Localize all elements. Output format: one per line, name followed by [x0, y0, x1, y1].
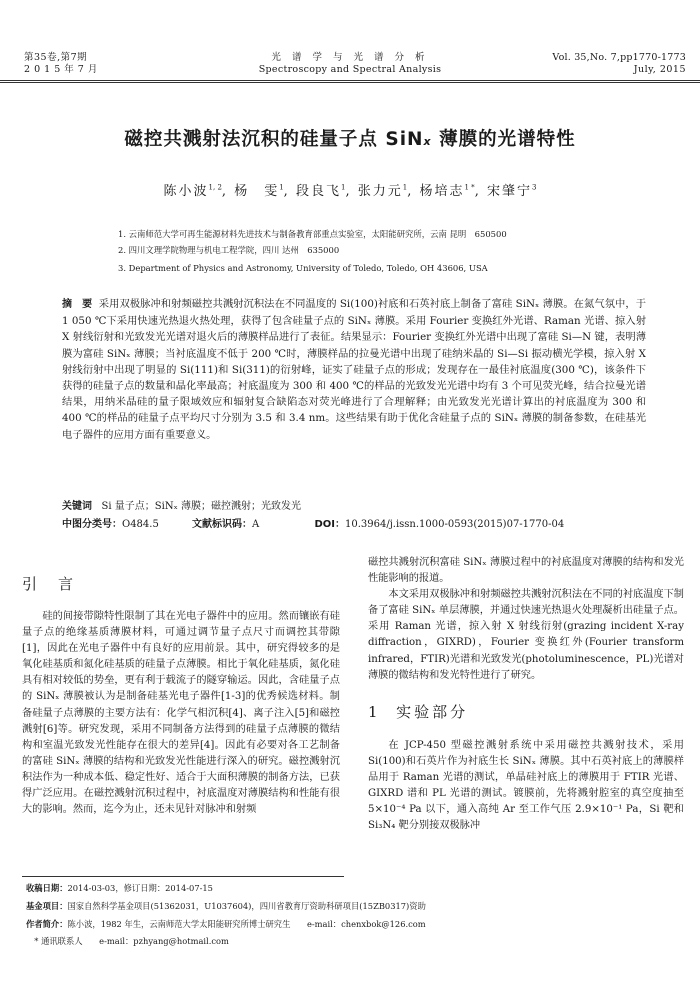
publication-date-cn: 2 0 1 5 年 7 月	[24, 64, 98, 75]
author	[296, 184, 352, 199]
keywords	[62, 499, 301, 515]
intro-heading: 引 言	[22, 575, 77, 593]
author-separator: ,	[345, 184, 352, 199]
author	[358, 184, 414, 199]
intro-column	[22, 609, 340, 818]
footnote-funding	[26, 899, 426, 914]
section-1-heading	[368, 704, 684, 720]
affiliation-3: 3. Department of Physics and Astronomy, University of Toledo, Toledo, OH 43606, USA	[118, 263, 488, 273]
clc-label: 中图分类号：	[62, 519, 122, 530]
right-column	[368, 555, 684, 834]
abstract-label: 摘 要	[62, 299, 93, 310]
author	[164, 184, 229, 199]
volume-pages: Vol. 35,No. 7,pp1770-1773	[552, 52, 686, 63]
experiment-paragraph: 在 JCP-450 型磁控溅射系统中采用磁控共溅射技术，采用 Si(100)和石英片作为衬底生长 SiNₓ 薄膜。其中石英衬底上的薄膜样品用于 Raman 光谱的测试，单晶硅衬底上的薄膜用于 FTIR 光谱、GIXRD 谱和 PL 光谱的测试。镀膜前，先将溅射腔室的真空度抽至 5×10⁻⁴ Pa 以下，通入高纯 Ar 至工作气压 2.9×10⁻¹ Pa，Si 靶和 Si₃N₄ 靶分别接双极脉冲	[368, 739, 684, 832]
header-rule-top	[0, 80, 700, 81]
header-right	[552, 52, 686, 76]
doi-label: DOI：	[314, 519, 345, 530]
author-separator: ,	[283, 184, 290, 199]
author-affil-mark: 1	[279, 183, 284, 192]
keywords-text: Si 量子点；SiNₓ 薄膜；磁控溅射；光致发光	[101, 501, 301, 512]
footnote-text: 2014-03-03，修订日期：2014-07-15	[67, 883, 213, 893]
author-name: 陈小波	[163, 184, 209, 199]
author	[234, 184, 290, 199]
classification-line	[62, 517, 564, 533]
intro-paragraph: 硅的间接带隙特性限制了其在光电子器件中的应用。然而镶嵌有硅量子点的绝缘基质薄膜材料，可通过调节量子点尺寸而调控其带隙[1]，因此在光电子器件中有良好的应用前景。其中，研究得较多的是氧化硅基质和氮化硅基质的硅量子点薄膜。相比于氧化硅基质，氮化硅具有相对较低的势垒，更有利于载流子的隧穿输运。因此，含硅量子点的 SiNₓ 薄膜被认为是制备硅基光电子器件[1-3]的优秀候选材料。制备硅量子点薄膜的主要方法有：化学气相沉积[4]、离子注入[5]和磁控溅射[6]等。研究发现，采用不同制备方法得到的硅量子点薄膜的微结构和室温光致发光性能存在很大的差异[4]。因此有必要对各工艺制备的富硅 SiNₓ 薄膜的结构和光致发光性能进行深入的研究。磁控溅射沉积法作为一种成本低、稳定性好、适合于大面积薄膜的制备方法，已获得广泛应用。在磁控溅射沉积过程中，衬底温度对薄膜结构和性能有很大的影响。然而，迄今为止，还未见针对脉冲和射频	[22, 611, 340, 816]
author-affil-mark: 1, 2	[208, 183, 222, 192]
author-name: 杨培志	[419, 184, 465, 199]
author-affil-mark: 3	[531, 183, 537, 192]
footnote-label: * 通讯联系人	[26, 936, 83, 946]
footnote-text: 陈小波，1982 年生，云南师范大学太阳能研究所博士研究生 e-mail：chenxbok@126.com	[67, 919, 426, 929]
author-separator: ,	[221, 184, 229, 199]
footnote-label: 作者简介：	[26, 919, 68, 929]
footnote-author-bio	[26, 917, 426, 932]
continued-paragraph: 磁控共溅射沉积富硅 SiNₓ 薄膜过程中的衬底温度对薄膜的结构和发光性能影响的报道。	[368, 557, 684, 585]
author-name: 段良飞	[295, 184, 341, 199]
author-affil-mark: 1	[340, 183, 346, 192]
method-paragraph: 本文采用双极脉冲和射频磁控共溅射沉积法在不同的衬底温度下制备了富硅 SiNₓ 单层薄膜，并通过快速光热退火处理凝析出硅量子点。采用 Raman 光谱，掠入射 X 射线衍射(grazing incident X-ray diffraction，GIXRD)，Fourier 变换红外(Fourier transform infrared，FTIR)光谱和光致发光(photoluminescence，PL)光谱对薄膜的微结构和发光特性进行了研究。	[368, 589, 684, 681]
section-1-number: 1	[368, 702, 381, 721]
doc-code-value: A	[252, 519, 260, 530]
author-separator: ,	[407, 184, 414, 199]
author	[419, 184, 480, 199]
author-affil-mark: 1 *	[464, 183, 475, 192]
journal-name-cn: 光 谱 学 与 光 谱 分 析	[271, 52, 429, 63]
header-rule-bottom	[0, 82, 700, 83]
footnote-rule	[22, 876, 344, 877]
title-tail: 薄膜的光谱特性	[431, 129, 576, 150]
author-name: 张力元	[357, 184, 403, 199]
author-name: 杨 雯	[234, 184, 280, 199]
footnote-text: 国家自然科学基金项目(51362031，U1037604)，四川省教育厅资助科研项目(15ZB0317)资助	[67, 901, 426, 911]
keywords-label: 关键词	[62, 501, 92, 512]
journal-name-en: Spectroscopy and Spectral Analysis	[258, 64, 442, 75]
abstract-text: 采用双极脉冲和射频磁控共溅射沉积法在不同温度的 Si(100)衬底和石英衬底上制备了富硅 SiNₓ 薄膜。在氮气氛中，于 1 050 ℃下采用快速光热退火热处理，获得了包含硅量子点的 SiNₓ 薄膜。采用 Fourier 变换红外光谱、Raman 光谱、掠入射 X 射线衍射和光致发光光谱对退火后的薄膜样品进行了表征。结果显示：Fourier 变换红外光谱中出现了富硅 Si—N 键，表明薄膜为富硅 SiNₓ 薄膜；当衬底温度不低于 200 ℃时，薄膜样品的拉曼光谱中出现了硅纳米晶的 Si—Si 振动横光学模，掠入射 X 射线衍射中出现了明显的 Si(111)和 Si(311)的衍射峰，证实了硅量子点的形成；发现存在一最佳衬底温度(300 ℃)，该条件下获得的硅量子点的数量和晶化率最高；衬底温度为 300 和 400 ℃的样品的光致发光光谱中均有 3 个可见荧光峰，结合拉曼光谱结果，用纳米晶硅的量子限域效应和辐射复合缺陷态对荧光峰进行了合理解释；由光致发光光谱计算出的衬底温度为 300 和 400 ℃的样品的硅量子点平均尺寸分别为 3.5 和 3.4 nm。这些结果有助于优化含硅量子点的 SiNₓ 薄膜的制备参数，在硅基光电子器件的应用方面有重要意义。	[62, 298, 647, 441]
footnote-label: 基金项目：	[26, 901, 68, 911]
doc-code-label: 文献标识码：	[192, 519, 253, 530]
footnote-correspondence	[26, 934, 229, 949]
abstract	[62, 296, 646, 443]
author-list	[0, 180, 700, 199]
footnote-text: e-mail：pzhyang@hotmail.com	[82, 936, 229, 946]
author-separator: ,	[474, 184, 481, 199]
author-affil-mark: 1	[402, 183, 408, 192]
paper-title	[0, 125, 700, 151]
author-name: 宋肇宁	[486, 184, 532, 199]
volume-issue: 第35卷,第7期	[24, 52, 88, 63]
affiliation-1: 1. 云南师范大学可再生能源材料先进技术与制备教育部重点实验室，太阳能研究所，云南 昆明 650500	[118, 229, 507, 239]
clc-value: O484.5	[122, 519, 159, 530]
publication-date-en: July, 2015	[633, 64, 686, 75]
footnote-received	[26, 881, 213, 896]
section-1-title: 实验部分	[396, 702, 469, 721]
footnote-label: 收稿日期：	[26, 883, 68, 893]
doi-value: 10.3964/j.issn.1000-0593(2015)07-1770-04	[344, 519, 565, 530]
author	[487, 184, 536, 199]
affiliation-2: 2. 四川文理学院物理与机电工程学院，四川 达州 635000	[118, 245, 340, 255]
title-main: 磁控共溅射法沉积的硅量子点 SiN	[124, 129, 424, 150]
title-subscript: x	[423, 135, 432, 148]
